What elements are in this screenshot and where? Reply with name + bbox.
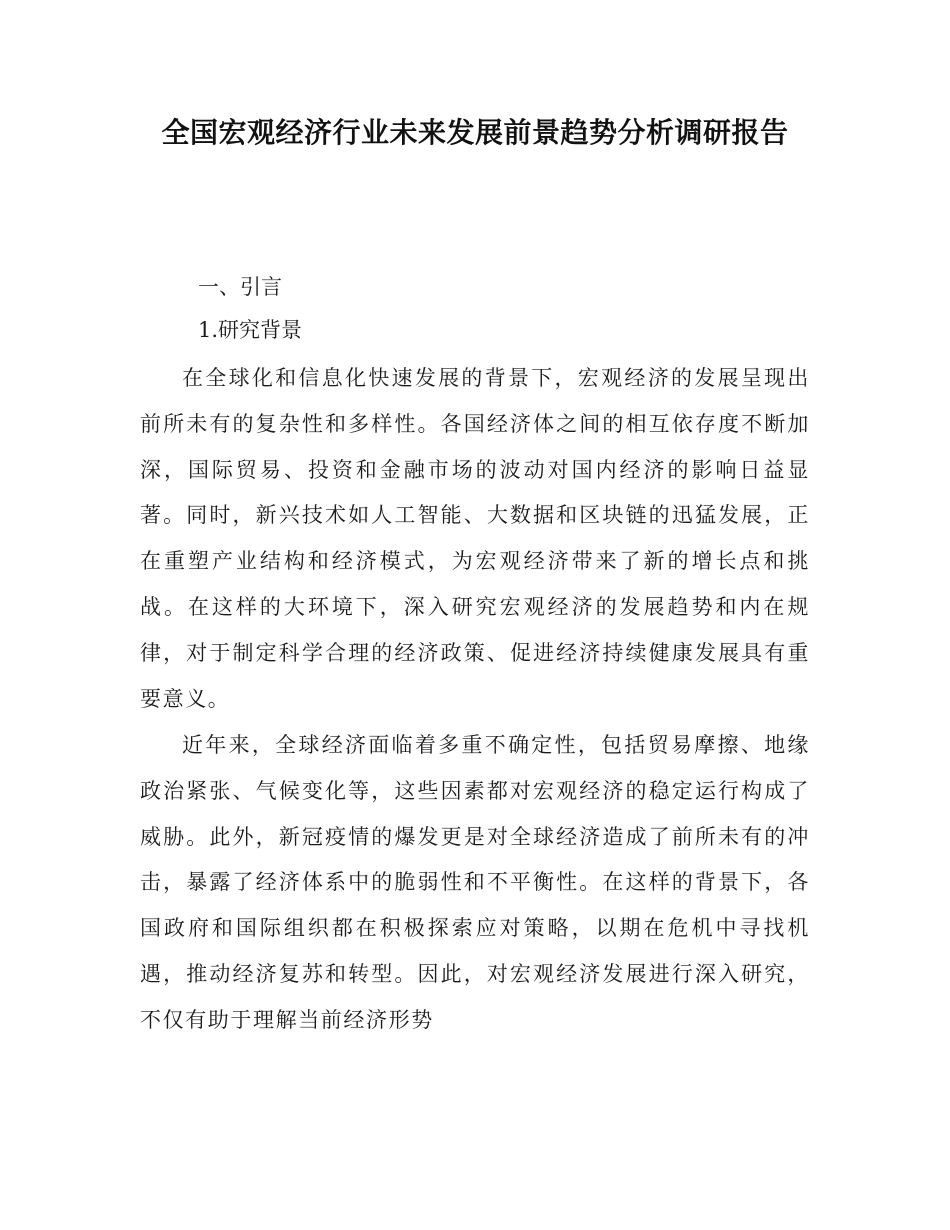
section-heading-introduction: 一、引言 [198,275,282,299]
document-title: 全国宏观经济行业未来发展前景趋势分析调研报告 [161,116,789,149]
subsection-heading-research-background: 1.研究背景 [198,318,303,342]
body-paragraph-2: 近年来，全球经济面临着多重不确定性，包括贸易摩擦、地缘政治紧张、气候变化等，这些因素都对宏观经济的稳定运行构成了威胁。此外，新冠疫情的爆发更是对全球经济造成了前所未有的冲击，暴露了经济体系中的脆弱性和不平衡性。在这样的背景下，各国政府和国际组织都在积极探索应对策略，以期在危机中寻找机遇，推动经济复苏和转型。因此，对宏观经济发展进行深入研究，不仅有助于理解当前经济形势 [140,733,810,1032]
body-paragraph-1: 在全球化和信息化快速发展的背景下，宏观经济的发展呈现出前所未有的复杂性和多样性。各国经济体之间的相互依存度不断加深，国际贸易、投资和金融市场的波动对国内经济的影响日益显著。同时，新兴技术如人工智能、大数据和区块链的迅猛发展，正在重塑产业结构和经济模式，为宏观经济带来了新的增长点和挑战。在这样的大环境下，深入研究宏观经济的发展趋势和内在规律，对于制定科学合理的经济政策、促进经济持续健康发展具有重要意义。 [140,366,810,711]
